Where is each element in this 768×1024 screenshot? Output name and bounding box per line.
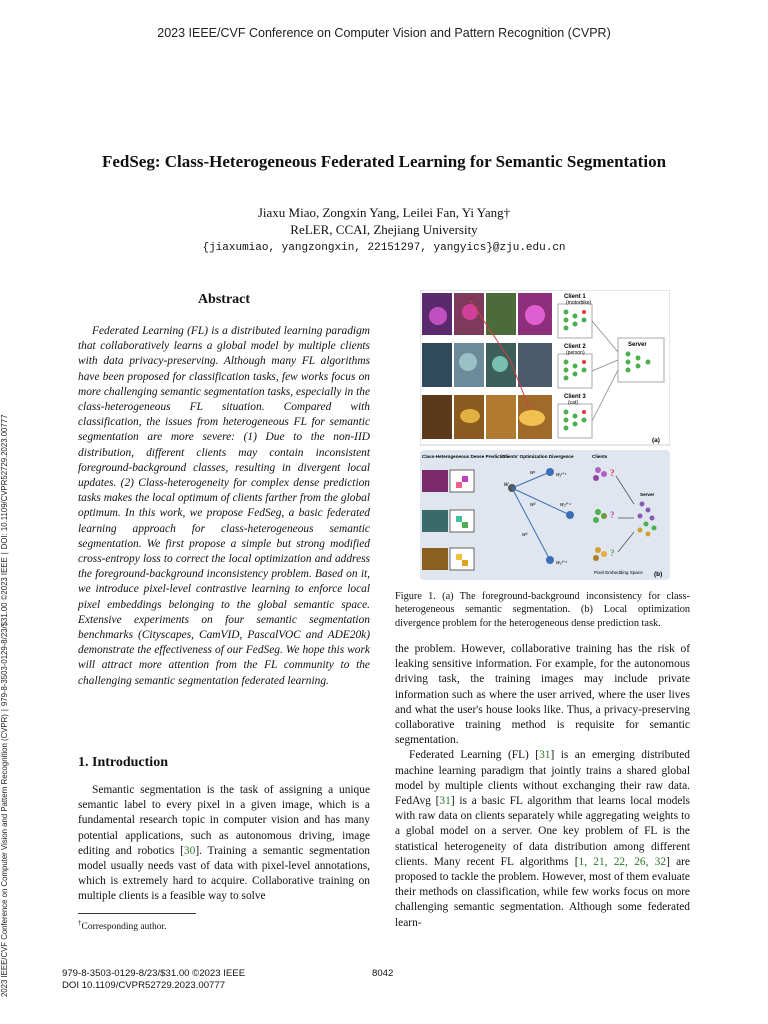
svg-text:?: ? (610, 548, 615, 558)
paper-affiliation: ReLER, CCAI, Zhejiang University (290, 222, 478, 237)
rcol-paragraph-1: the problem. However, collaborative training has the risk of leaking sensitive information. For example, for the autonomous driving task, the training images may include private information such as where the user arrived, where the user lives and what the user's house looks like. Thus, a privacy-preserving collaborative training method is requisite for semantic segmentation. (395, 643, 690, 747)
paper-email: {jiaxumiao, yangzongxin, 22151297, yangyics}@zju.edu.cn (202, 242, 566, 254)
client-networks (558, 304, 592, 438)
panel-b-server-label: Server (640, 492, 655, 497)
footer-ids (62, 968, 245, 991)
intro-text-b: ]. Training a semantic segmentation model usually needs vast of data with pixel-level annotations, which is extremely hard to acquire. Collaborative training on multiple clients is a feasible way to solve (78, 844, 370, 903)
client3-label: Client 3 (564, 394, 586, 400)
pixel-space-label: Pixel Embedding Space (594, 570, 643, 575)
citation-link[interactable]: 31 (439, 795, 451, 808)
rcol-text-c: ] is a basic FL algorithm that learns local models with raw data on clients separately while aggregating weights to a global model on a server. One key problem of FL is the statistical heterogeneity of data distribution among different clients. Many recent FL algorithms [ (395, 795, 690, 868)
w1-label: w¹ (530, 470, 536, 476)
abstract-heading: Abstract (197, 292, 251, 307)
client1-sublabel: (motorbike) (566, 300, 592, 306)
server-label: Server (628, 342, 647, 348)
w2t-label: w₂ᵗ⁺¹ (560, 502, 571, 508)
rcol-text-b: ] is an emerging distributed machine learning paradigm that jointly trains a shared global model by multiple clients without exchanging their raw data. FedAvg [ (395, 749, 690, 808)
client2-sublabel: (person) (566, 350, 585, 356)
abstract-text: Federated Learning (FL) is a distributed learning paradigm that collaboratively learns a global model by multiple clients with data privacy-preserving. Although many FL algorithms have been proposed for classification tasks, few works focus on more challenging semantic segmentation tasks, especially in the class-heterogeneous FL situation. Compared with classification, the issues from heterogeneous FL for semantic segmentation are more severe: (1) Due to the non-IID distribution, different clients may contain inconsistent foreground-background classes, resulting in divergent local updates. (2) Class-heterogeneity for complex dense prediction tasks makes the local optimum of clients farther from the global optimum. In this work, we propose FedSeg, a basic federated learning approach for class-heterogeneous semantic segmentation. We first propose a simple but strong modified cross-entropy loss to correct the local optimization and address the foreground-background inconsistency problem. Based on it, we introduce pixel-level contrastive learning to enforce local pixel embeddings belonging to the global semantic space. Extensive experiments on four semantic segmentation benchmarks (Cityscapes, CamVID, PascalVOC and ADE20k) demonstrate the effectiveness of our FedSeg. We hope this work will attract more attention from the FL community to the challenging semantic segmentation federated learning. (78, 325, 370, 687)
dense-prediction-images (422, 470, 474, 570)
panel-a-label: (a) (652, 437, 660, 444)
citation-link-group[interactable]: 1, 21, 22, 26, 32 (578, 855, 667, 868)
client2-label: Client 2 (564, 344, 586, 350)
panel-b-label: (b) (654, 571, 663, 578)
client1-images (422, 293, 552, 335)
side-isbn: 979-8-3503-0129-8/23/$31.00 ©2023 IEEE (0, 557, 9, 707)
right-column-body (395, 642, 690, 931)
client3-images (422, 395, 552, 439)
abstract-body (78, 324, 370, 689)
w1t-label: w₁ᵗ⁺¹ (556, 472, 567, 478)
rcol-paragraph-2 (395, 748, 690, 930)
footer-isbn: 979-8-3503-0129-8/23/$31.00 ©2023 IEEE (62, 968, 246, 979)
conference-header: 2023 IEEE/CVF Conference on Computer Vision and Pattern Recognition (CVPR) (157, 26, 611, 40)
client2-images (422, 343, 552, 387)
client3-sublabel: (cat) (568, 400, 578, 406)
w2-label: w² (530, 502, 536, 508)
footnote-rule (78, 913, 196, 914)
footer-doi: DOI 10.1109/CVPR52729.2023.00777 (62, 979, 226, 991)
side-conference: 2023 IEEE/CVF Conference on Computer Vision and Pattern Recognition (CVPR) (0, 714, 9, 997)
w-label: w (504, 482, 509, 488)
panel-b-col1-title: Class-Heterogeneous Dense Prediction (422, 454, 509, 459)
page-number: 8042 (372, 968, 394, 979)
w3-label: w³ (522, 532, 528, 538)
footnote-text: Corresponding author. (81, 922, 167, 933)
intro-heading: 1. Introduction (78, 755, 168, 770)
intro-body (78, 783, 370, 905)
rcol-text-a: Federated Learning (FL) [ (409, 749, 540, 762)
figure-1 (420, 290, 670, 580)
paper-title: FedSeg: Class-Heterogeneous Federated Learning for Semantic Segmentation (101, 152, 667, 171)
citation-link[interactable]: 31 (539, 749, 551, 762)
panel-b-col2-title: Clients' Optimization Divergence (502, 454, 574, 459)
side-doi: DOI: 10.1109/CVPR52729.2023.00777 (0, 414, 9, 550)
figure-caption: Figure 1. (a) The foreground-background inconsistency for class-heterogeneous semantic segmentation. (b) Local optimization divergence problem for the heterogeneous dense prediction task. (395, 591, 690, 629)
panel-b-col3-title: Clients (592, 454, 608, 459)
side-metadata: 2023 IEEE/CVF Conference on Computer Vision and Pattern Recognition (CVPR)|979-8-3503-0129-8/23/$31.00 ©2023 IEEE|DOI: 10.1109/CVPR52729.2023.00777 (0, 0, 14, 1000)
paper-authors: Jiaxu Miao, Zongxin Yang, Leilei Fan, Yi Yang† (257, 205, 511, 220)
svg-text:?: ? (610, 468, 615, 478)
footnote (78, 919, 166, 932)
w3t-label: w₃ᵗ⁺¹ (556, 560, 567, 566)
intro-text-a: Semantic segmentation is the task of assigning a unique semantic label to every pixel in a given image, which is a fundamental research topic in computer vision and has many potential applications, such as autonomous driving, image editing and robotics [ (78, 784, 370, 857)
intro-paragraph (78, 783, 370, 905)
citation-link[interactable]: 30 (183, 844, 196, 857)
svg-text:?: ? (610, 510, 615, 520)
footnote-mark: † (78, 919, 82, 927)
rcol-text-d: ] are proposed to tackle the problem. However, most of them evaluate their methods on classification, while few works focus on more challenging semantic segmentation. Although some federated learn- (395, 855, 690, 929)
client1-label: Client 1 (564, 294, 586, 300)
